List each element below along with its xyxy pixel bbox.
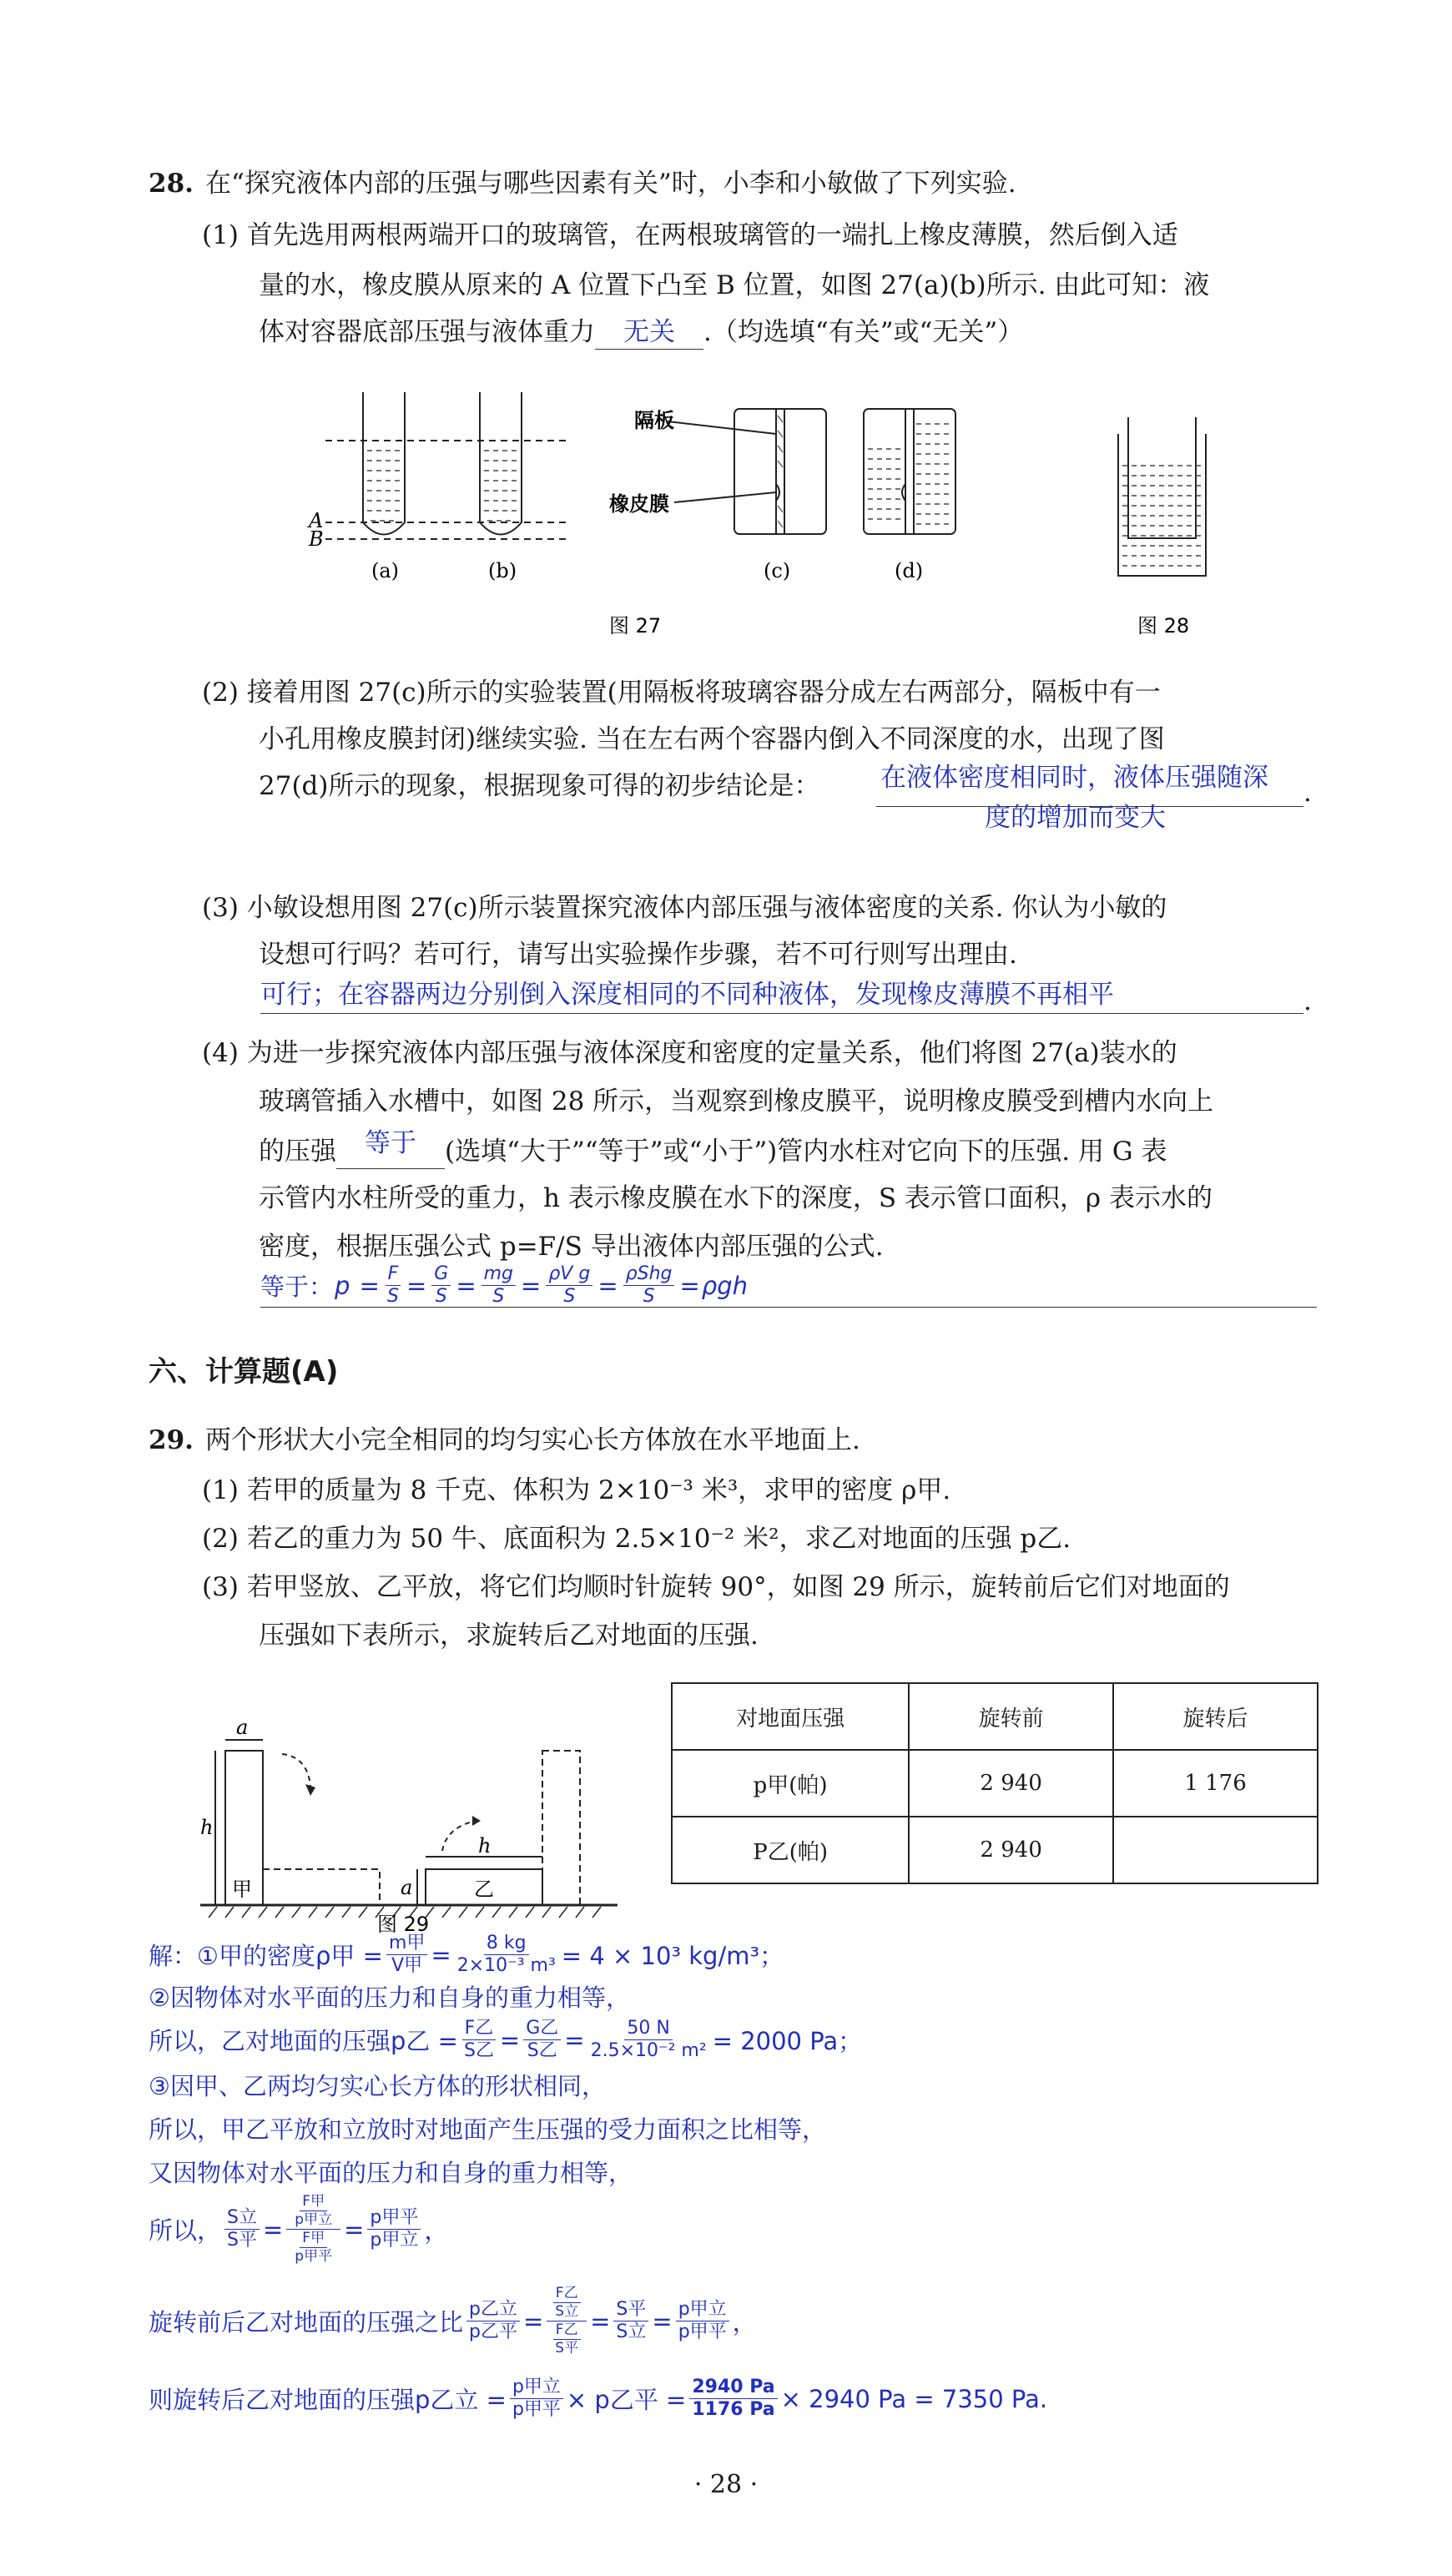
s9-f1-num: p甲立 — [510, 2378, 563, 2399]
q28-p1-line3-post: .（均选填“有关”或“无关”） — [703, 317, 1024, 347]
s3-f1-num: F乙 — [462, 2019, 497, 2040]
fig27-label-b: (b) — [488, 559, 517, 582]
frac-rhoVg-S: $\frac{\text{ρV g}}{S}$ — [546, 1265, 592, 1306]
table-cell: p甲(帕) — [672, 1750, 909, 1817]
fig29-label-a-top: a — [236, 1716, 249, 1739]
s7-f1-den: S平 — [227, 2230, 257, 2251]
frac-F-S: $\frac{F}{S}$ — [385, 1265, 401, 1306]
fig27-label-a: (a) — [371, 559, 400, 582]
q28-p1-answer: 无关 — [623, 317, 675, 347]
s9-frac2 — [689, 2378, 777, 2419]
q28-p1-line1: (1) 首先选用两根两端开口的玻璃管，在两根玻璃管的一端扎上橡皮薄膜，然后倒入适 — [202, 220, 1178, 250]
q28-p4-line3-pre: 的压强 — [259, 1137, 336, 1167]
frac-G-S: $\frac{G}{S}$ — [431, 1265, 451, 1306]
section-title: 六、计算题(A) — [149, 1355, 339, 1389]
s8-frac2 — [547, 2286, 587, 2356]
q28-p2-line1: (2) 接着用图 27(c)所示的实验装置(用隔板将玻璃容器分成左右两部分，隔板中有一 — [202, 678, 1161, 708]
solution-step3: 所以，乙对地面的压强p乙 = $\frac{\text{F乙}}{\text{S乙}}$ = $\frac{\text{G乙}}{\text{S乙}}$ = $\frac{50 N}{\text{2.5×10⁻² m²}}$ = 2000 Pa； — [149, 2018, 863, 2061]
s9-f2-den: 1176 Pa — [692, 2399, 775, 2420]
s7-frac2 — [286, 2195, 340, 2264]
fig27-tube-b — [480, 392, 522, 535]
fig27-container-c — [734, 409, 826, 534]
s3-frac3 — [588, 2019, 709, 2060]
s8-f1-den: p乙平 — [469, 2321, 517, 2342]
s3-f2-den: S乙 — [527, 2040, 557, 2061]
s9-post: × 2940 Pa = 7350 Pa. — [780, 2384, 1048, 2413]
frac-mg-S: $\frac{mg}{S}$ — [481, 1265, 516, 1306]
fig29-label-h-top: h — [478, 1834, 492, 1858]
q28-p2-answer-line2: 度的增加而变大 — [985, 803, 1166, 833]
fig29-label-a-side: a — [401, 1876, 413, 1899]
table-cell: 1 176 — [1113, 1750, 1318, 1817]
s8-f4-den: p甲平 — [678, 2321, 727, 2342]
s7-frac1 — [224, 2209, 260, 2250]
fig27-label-c: (c) — [764, 559, 791, 582]
table-cell: 2 940 — [909, 1750, 1113, 1817]
s7-f2-dn: F甲 — [300, 2231, 327, 2248]
table-header: 旋转后 — [1113, 1683, 1318, 1750]
table-header-row — [672, 1683, 1318, 1750]
q28-p2-answer-line1: 在液体密度相同时，液体压强随深 — [880, 763, 1268, 793]
s3-f2-num: G乙 — [523, 2019, 561, 2040]
q28-p4-line1: (4) 为进一步探究液体内部压强与液体深度和密度的定量关系，他们将图 27(a)装水的 — [202, 1038, 1177, 1068]
q28-p2-line2: 小孔用橡皮膜封闭)继续实验. 当在左右两个容器内倒入不同深度的水，出现了图 — [259, 724, 1165, 754]
fig27-partition-d — [905, 409, 914, 534]
table-cell: P乙(帕) — [672, 1817, 909, 1883]
s8-f2-nn: F乙 — [553, 2286, 581, 2303]
s7-f3-den: p甲立 — [370, 2230, 419, 2251]
s3-f3-num: 50 N — [624, 2019, 672, 2040]
fig27-label-partition: 隔板 — [634, 409, 674, 432]
s9-f2-num: 2940 Pa — [689, 2378, 777, 2399]
q28-p4-line3-post: (选填“大于”“等于”或“小于”)管内水柱对它向下的压强. 用 G 表 — [445, 1137, 1167, 1167]
q28-p4-answer-blank — [336, 1128, 445, 1169]
q29-stem: 两个形状大小完全相同的均匀实心长方体放在水平地面上. — [205, 1425, 860, 1455]
q28-p4-derivation: 等于： p = $\frac{F}{S}$ = $\frac{G}{S}$ = $\frac{mg}{S}$ = $\frac{\text{ρV g}}{S}$ = $\frac{\text{ρShg}}{S}$ = ρgh — [260, 1263, 748, 1307]
s1-frac2 — [455, 1934, 558, 1975]
s7-f2-bottom — [286, 2230, 340, 2264]
s3-f1-den: S乙 — [463, 2040, 494, 2061]
q28-p4-line4: 示管内水柱所受的重力，h 表示橡皮膜在水下的深度，S 表示管口面积，ρ 表示水的 — [259, 1183, 1213, 1213]
solution-step2: ②因物体对水平面的压力和自身的重力相等， — [149, 1984, 630, 2012]
s7-f1-num: S立 — [224, 2209, 260, 2230]
s8-f2-bottom — [547, 2321, 587, 2356]
s7-pre: 所以， — [149, 2216, 222, 2245]
s8-f2-dd: S平 — [555, 2340, 579, 2357]
s7-frac3 — [367, 2209, 421, 2250]
fig29-jia-rotated-dashed — [263, 1869, 380, 1905]
s8-f2-dn: F乙 — [553, 2323, 581, 2340]
fig27-label-d: (d) — [895, 559, 924, 582]
fig28-glass-tube — [1128, 417, 1196, 538]
fig29-label-yi: 乙 — [474, 1878, 494, 1901]
solution-step4: ③因甲、乙两均匀实心长方体的形状相同， — [149, 2072, 606, 2100]
s8-f3-den: S立 — [616, 2321, 647, 2342]
s1-frac1 — [386, 1934, 427, 1975]
q28-p1-answer-blank — [595, 315, 703, 350]
q28-p2-line3-pre: 27(d)所示的现象，根据现象可得的初步结论是： — [259, 771, 820, 801]
s9-pre: 则旋转后乙对地面的压强p乙立 = — [149, 2386, 507, 2414]
table-cell — [1113, 1817, 1318, 1883]
s3-pre: 所以，乙对地面的压强p乙 = — [149, 2027, 458, 2055]
q28-p4-line2: 玻璃管插入水槽中，如图 28 所示，当观察到橡皮膜平，说明橡皮膜受到槽内水向上 — [259, 1086, 1214, 1117]
fig27-caption: 图 27 — [609, 614, 662, 638]
fig27-container-d — [864, 409, 955, 534]
q28-p3-answer-underline — [260, 1013, 1303, 1014]
s1-pre: 解：①甲的密度ρ甲 = — [149, 1942, 383, 1970]
q28-p1-line2: 量的水，橡皮膜从原来的 A 位置下凸至 B 位置，如图 27(a)(b)所示. 由此可知：液 — [259, 270, 1210, 300]
q28-p3-end: . — [1303, 986, 1312, 1016]
s8-f4-num: p甲立 — [676, 2301, 729, 2321]
s9-frac1 — [510, 2378, 563, 2419]
s1-f1-den: V甲 — [391, 1955, 423, 1976]
fig27-mark-A: A — [309, 509, 324, 532]
s3-frac2 — [523, 2019, 561, 2060]
fig27-partition-c — [776, 409, 784, 534]
s1-post: = 4 × 10³ kg/m³； — [561, 1942, 784, 1970]
solution-step9 — [149, 2378, 1047, 2419]
q28-stem: 在“探究液体内部的压强与哪些因素有关”时，小李和小敏做了下列实验. — [205, 169, 1016, 199]
fig27-mark-B: B — [309, 527, 324, 551]
q28-p4-line5: 密度，根据压强公式 p=F/S 导出液体内部压强的公式. — [259, 1232, 884, 1262]
solution-step8: 旋转前后乙对地面的压强之比 $\frac{\text{p乙立}}{\text{p乙平}}$ = $\frac{\frac{\text{F乙}}{\text{S立}}}{\frac{\text{F乙}}{\text{S平}}}$ = $\frac{\text{S平}}{\text{S立}}$ = $\frac{\text{p甲立}}{\text{p甲平}}$ ， — [149, 2285, 757, 2357]
q28-p3-line2: 设想可行吗？若可行，请写出实验操作步骤，若不可行则写出理由. — [259, 940, 1017, 970]
fig29-caption: 图 29 — [377, 1913, 430, 1936]
s3-f3-den: 2.5×10⁻² m² — [590, 2040, 707, 2061]
fig27-tube-a — [363, 392, 405, 535]
s3-post: = 2000 Pa； — [712, 2027, 863, 2055]
solution-step5: 所以，甲乙平放和立放时对地面产生压强的受力面积之比相等， — [149, 2115, 827, 2144]
s7-f2-top — [286, 2195, 340, 2230]
table-row — [672, 1750, 1318, 1817]
figure-27-28 — [300, 367, 1235, 651]
q29-p3-line2: 压强如下表所示，求旋转后乙对地面的压强. — [259, 1621, 759, 1651]
q29-p1: (1) 若甲的质量为 8 千克、体积为 2×10⁻³ 米³，求甲的密度 ρ甲. — [202, 1475, 951, 1505]
s9-f1-den: p甲平 — [512, 2399, 561, 2420]
solution-step1: 解：①甲的密度ρ甲 = $\frac{\text{m甲}}{\text{V甲}}$ = $\frac{8 kg}{\text{2×10⁻³ m³}}$ = 4 × 10³ kg/m³； — [149, 1933, 784, 1976]
table-cell: 2 940 — [909, 1817, 1113, 1883]
solution-step6: 又因物体对水平面的压力和自身的重力相等， — [149, 2159, 633, 2187]
figure-29 — [192, 1702, 626, 1936]
s1-f2-num: 8 kg — [484, 1934, 529, 1955]
s8-post: ， — [732, 2308, 757, 2337]
s7-f3-num: p甲平 — [367, 2209, 421, 2230]
q29-p2: (2) 若乙的重力为 50 牛、底面积为 2.5×10⁻² 米²，求乙对地面的压强 p乙. — [202, 1524, 1071, 1554]
derivation-label: 等于： — [260, 1273, 334, 1301]
q28-number: 28. — [149, 169, 194, 199]
q28-p3-answer: 可行；在容器两边分别倒入深度相同的不同种液体，发现橡皮薄膜不再相平 — [260, 980, 1114, 1010]
solution-step7: 所以， $\frac{\text{S立}}{\text{S平}}$ = $\frac{\frac{\text{F甲}}{\text{p甲立}}}{\frac{\text{F甲}}{\text{p甲平}}}$ = $\frac{\text{p甲平}}{\text{p甲立}}$ ， — [149, 2193, 449, 2265]
q28-p3-line1: (3) 小敏设想用图 27(c)所示装置探究液体内部压强与液体密度的关系. 你认为小敏的 — [202, 893, 1167, 923]
s8-pre: 旋转前后乙对地面的压强之比 — [149, 2308, 464, 2337]
s7-f2-nd: p甲立 — [295, 2211, 333, 2228]
s8-frac4 — [676, 2301, 729, 2342]
q29-number: 29. — [149, 1425, 194, 1455]
s8-f3-num: S平 — [613, 2301, 648, 2321]
fig29-label-jia: 甲 — [232, 1878, 252, 1901]
q28-p1-line3-pre: 体对容器底部压强与液体重力 — [259, 317, 595, 347]
table-header: 旋转前 — [909, 1683, 1113, 1750]
s8-f2-nd: S立 — [555, 2303, 579, 2320]
q28-p4-answer: 等于 — [365, 1128, 416, 1158]
fig29-label-h-left: h — [200, 1816, 214, 1839]
page-number: · 28 · — [693, 2470, 759, 2499]
q28-p1-line3 — [259, 315, 1023, 350]
frac-rhoShg-S: $\frac{\text{ρShg}}{S}$ — [623, 1265, 675, 1306]
table-header: 对地面压强 — [672, 1683, 909, 1750]
fig29-rotate-arrow-jia — [282, 1754, 310, 1786]
s8-f2-top — [547, 2286, 587, 2321]
pressure-table — [671, 1682, 1318, 1884]
q28-p4-line3 — [259, 1128, 1167, 1169]
s7-f2-nn: F甲 — [300, 2195, 327, 2211]
s3-frac1 — [461, 2019, 497, 2060]
q29-p3-line1: (3) 若甲竖放、乙平放，将它们均顺时针旋转 90°，如图 29 所示，旋转前后它们对地面的 — [202, 1572, 1230, 1602]
s1-f2-den: 2×10⁻³ m³ — [456, 1955, 556, 1976]
s7-post: ， — [424, 2216, 449, 2245]
fig27-label-membrane: 橡皮膜 — [609, 492, 669, 516]
fig28-caption: 图 28 — [1137, 614, 1190, 638]
s1-f1-num: m甲 — [386, 1934, 427, 1955]
table-row — [672, 1817, 1318, 1883]
s9-mid: × p乙平 = — [566, 2386, 687, 2414]
fig29-rotate-arrow-yi — [442, 1821, 476, 1851]
s8-f1-num: p乙立 — [466, 2301, 520, 2321]
fig29-yi-rotated-dashed — [542, 1751, 580, 1905]
s8-frac3 — [613, 2301, 648, 2342]
fig28-water-tank — [1118, 434, 1206, 576]
q28-p2-end: . — [1303, 778, 1312, 808]
s8-frac1 — [466, 2301, 520, 2342]
s7-f2-dd: p甲平 — [295, 2248, 333, 2265]
q28-p4-derivation-underline — [260, 1307, 1317, 1308]
